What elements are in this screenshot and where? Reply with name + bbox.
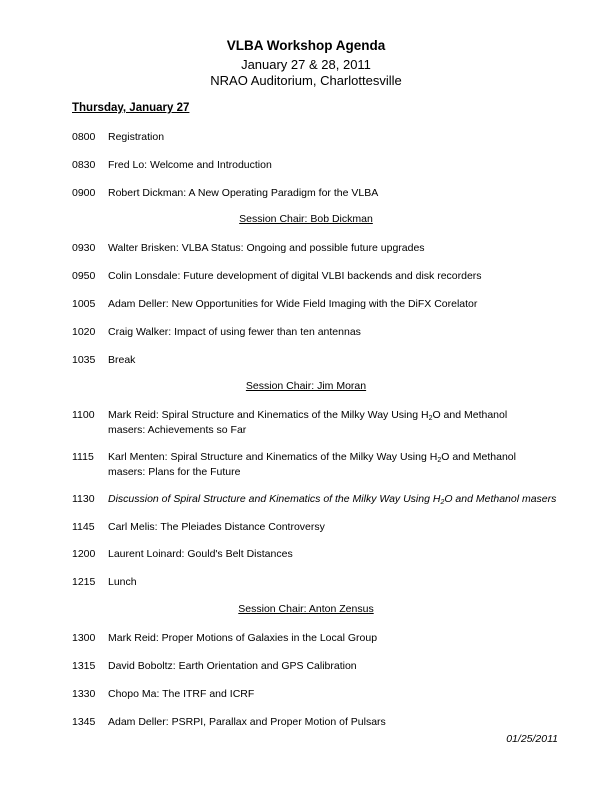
agenda-text: Laurent Loinard: Gould's Belt Distances: [108, 548, 293, 560]
agenda-time: 1345: [72, 716, 96, 728]
agenda-text: Lunch: [108, 576, 137, 588]
subscript: 2: [437, 457, 442, 464]
agenda-text-part: Discussion of Spiral Structure and Kinematics of the Milky Way Using H: [108, 493, 441, 505]
agenda-text: Robert Dickman: A New Operating Paradigm for the VLBA: [108, 187, 379, 199]
agenda-time: 0900: [72, 187, 96, 199]
agenda-text: Fred Lo: Welcome and Introduction: [108, 159, 272, 171]
agenda-time: 1145: [72, 521, 95, 533]
agenda-time: 1130: [72, 493, 95, 505]
page-title: VLBA Workshop Agenda: [226, 38, 386, 53]
agenda-text: Walter Brisken: VLBA Status: Ongoing and possible future upgrades: [108, 242, 425, 254]
agenda-text: Adam Deller: PSRPI, Parallax and Proper Motion of Pulsars: [108, 716, 386, 728]
agenda-time: 1215: [72, 576, 96, 588]
agenda-time: 1020: [72, 326, 96, 338]
agenda-time: 1300: [72, 632, 96, 644]
agenda-text: Colin Lonsdale: Future development of digital VLBI backends and disk recorders: [108, 270, 482, 282]
agenda-text: Adam Deller: New Opportunities for Wide Field Imaging with the DiFX Corelator: [108, 298, 478, 310]
agenda-text: [108, 450, 568, 480]
agenda-time: 1330: [72, 688, 96, 700]
agenda-text: Chopo Ma: The ITRF and ICRF: [108, 688, 255, 700]
agenda-text: Craig Walker: Impact of using fewer than ten antennas: [108, 326, 361, 338]
agenda-time: 1100: [72, 409, 95, 421]
agenda-text-part: O and Methanol: [432, 409, 508, 421]
event-location: NRAO Auditorium, Charlottesville: [210, 73, 402, 88]
agenda-time: 1315: [72, 660, 96, 672]
event-dates: January 27 & 28, 2011: [241, 57, 371, 72]
agenda-time: 1005: [72, 298, 96, 310]
agenda-time: 0930: [72, 242, 96, 254]
session-chair: Session Chair: Jim Moran: [245, 380, 367, 392]
footer-date: 01/25/2011: [506, 733, 558, 745]
agenda-text: Registration: [108, 131, 165, 143]
agenda-text: Break: [108, 354, 136, 366]
agenda-text: [108, 408, 568, 438]
session-chair: Session Chair: Anton Zensus: [238, 603, 374, 615]
agenda-text-part: masers: Plans for the Future: [108, 466, 241, 478]
agenda-time: 1115: [72, 451, 94, 463]
agenda-time: 0830: [72, 159, 96, 171]
agenda-text-part: Mark Reid: Spiral Structure and Kinematics of the Milky Way Using H: [108, 409, 429, 421]
agenda-text: [108, 492, 568, 507]
agenda-text-part: O and Methanol: [441, 451, 516, 463]
agenda-time: 1200: [72, 548, 96, 560]
session-chair: Session Chair: Bob Dickman: [239, 213, 373, 225]
agenda-text-part: masers: Achievements so Far: [108, 424, 247, 436]
day-heading: Thursday, January 27: [72, 102, 190, 114]
agenda-text: David Boboltz: Earth Orientation and GPS Calibration: [108, 660, 357, 672]
agenda-time: 0950: [72, 270, 96, 282]
agenda-time: 1035: [72, 354, 96, 366]
agenda-text-part: O and Methanol masers: [444, 493, 557, 505]
subscript: 2: [428, 415, 433, 422]
subscript: 2: [440, 499, 445, 506]
agenda-text: Mark Reid: Proper Motions of Galaxies in the Local Group: [108, 632, 378, 644]
agenda-text: Carl Melis: The Pleiades Distance Controversy: [108, 521, 325, 533]
agenda-time: 0800: [72, 131, 96, 143]
agenda-text-part: Karl Menten: Spiral Structure and Kinematics of the Milky Way Using H: [108, 451, 438, 463]
